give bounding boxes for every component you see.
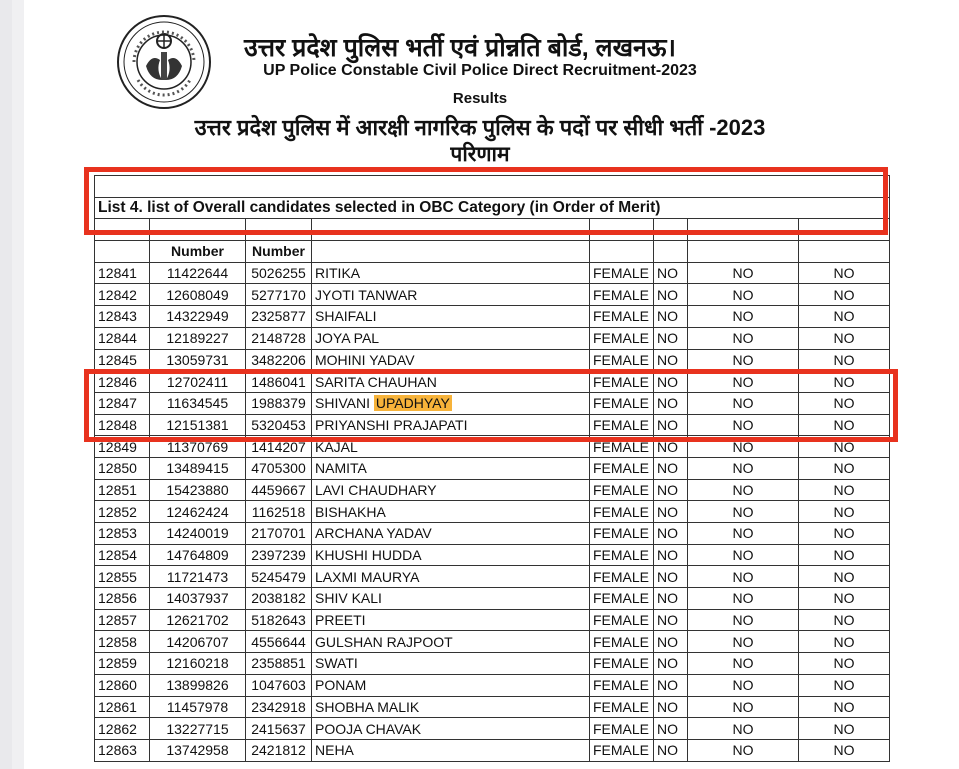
up-police-board-seal [116,14,212,110]
roll-number-cell: 2421812 [246,739,312,761]
hg-cell: NO [799,414,890,436]
gender-cell: FEMALE [590,501,654,523]
roll-number-cell: 1988379 [246,392,312,414]
table-row [95,588,890,610]
gender-cell: FEMALE [590,284,654,306]
table-row [95,739,890,761]
reg-number-cell: 15423880 [150,479,246,501]
hg-cell: NO [799,544,890,566]
ex-cell: NO [688,696,799,718]
roll-number-cell: 1414207 [246,436,312,458]
ex-cell: NO [688,523,799,545]
ff-cell: NO [654,436,688,458]
serial-cell: 12852 [95,501,150,523]
ex-cell: NO [688,609,799,631]
table-row [95,566,890,588]
gender-cell: FEMALE [590,262,654,284]
serial-cell: 12862 [95,718,150,740]
roll-number-cell: 2325877 [246,306,312,328]
table-row [95,696,890,718]
col-header-reg-number: Number [150,241,246,263]
serial-cell: 12858 [95,631,150,653]
name-cell: PRIYANSHI PRAJAPATI [312,414,590,436]
roll-number-cell: 2038182 [246,588,312,610]
table-row [95,674,890,696]
serial-cell: 12848 [95,414,150,436]
ff-cell: NO [654,306,688,328]
gender-cell: FEMALE [590,566,654,588]
hg-cell: NO [799,696,890,718]
serial-cell: 12856 [95,588,150,610]
gender-cell: FEMALE [590,523,654,545]
list-title: List 4. list of Overall candidates selected in OBC Category (in Order of Merit) [95,197,890,219]
name-cell: KAJAL [312,436,590,458]
hg-cell: NO [799,566,890,588]
ff-cell: NO [654,544,688,566]
roll-number-cell: 4556644 [246,631,312,653]
hg-cell: NO [799,653,890,675]
hg-cell: NO [799,262,890,284]
table-row [95,479,890,501]
reg-number-cell: 12189227 [150,327,246,349]
ff-cell: NO [654,349,688,371]
ff-cell: NO [654,371,688,393]
hg-cell: NO [799,631,890,653]
gender-cell: FEMALE [590,588,654,610]
table-row [95,631,890,653]
viewer-left-margin [0,0,12,769]
serial-cell: 12842 [95,284,150,306]
name-cell: SARITA CHAUHAN [312,371,590,393]
roll-number-cell: 3482206 [246,349,312,371]
name-cell: LAXMI MAURYA [312,566,590,588]
name-cell: JYOTI TANWAR [312,284,590,306]
serial-cell: 12855 [95,566,150,588]
roll-number-cell: 1162518 [246,501,312,523]
ff-cell: NO [654,609,688,631]
hg-cell: NO [799,501,890,523]
ex-cell: NO [688,414,799,436]
hg-cell: NO [799,609,890,631]
serial-cell: 12854 [95,544,150,566]
name-cell: SHIV KALI [312,588,590,610]
roll-number-cell: 5026255 [246,262,312,284]
col-header-name [312,241,590,263]
reg-number-cell: 14764809 [150,544,246,566]
ex-cell: NO [688,436,799,458]
table-row [95,284,890,306]
table-row [95,653,890,675]
ex-cell: NO [688,262,799,284]
gender-cell: FEMALE [590,696,654,718]
recruitment-title-english: UP Police Constable Civil Police Direct Recruitment-2023 [263,62,697,79]
ex-cell: NO [688,718,799,740]
reg-number-cell: 14322949 [150,306,246,328]
ff-cell: NO [654,588,688,610]
name-cell: POOJA CHAVAK [312,718,590,740]
reg-number-cell: 12608049 [150,284,246,306]
hg-cell: NO [799,306,890,328]
gender-cell: FEMALE [590,436,654,458]
name-cell: BISHAKHA [312,501,590,523]
ff-cell: NO [654,696,688,718]
ff-cell: NO [654,392,688,414]
col-header-ff [654,241,688,263]
roll-number-cell: 2397239 [246,544,312,566]
roll-number-cell: 5277170 [246,284,312,306]
serial-cell: 12859 [95,653,150,675]
ex-cell: NO [688,674,799,696]
reg-number-cell: 12702411 [150,371,246,393]
col-header-gender [590,241,654,263]
ex-cell: NO [688,371,799,393]
roll-number-cell: 4459667 [246,479,312,501]
reg-number-cell: 13227715 [150,718,246,740]
reg-number-cell: 13899826 [150,674,246,696]
col-header-ex [688,241,799,263]
name-cell: SHAIFALI [312,306,590,328]
hg-cell: NO [799,371,890,393]
hg-cell: NO [799,392,890,414]
name-cell: JOYA PAL [312,327,590,349]
reg-number-cell: 14037937 [150,588,246,610]
serial-cell: 12853 [95,523,150,545]
table-row [95,609,890,631]
table-row [95,523,890,545]
ex-cell: NO [688,566,799,588]
hg-cell: NO [799,739,890,761]
name-cell: SWATI [312,653,590,675]
serial-cell: 12850 [95,457,150,479]
reg-number-cell: 13489415 [150,457,246,479]
gender-cell: FEMALE [590,414,654,436]
ff-cell: NO [654,739,688,761]
name-cell: NEHA [312,739,590,761]
red-annotation-box-list-title [84,167,888,235]
roll-number-cell: 4705300 [246,457,312,479]
gender-cell: FEMALE [590,457,654,479]
hg-cell: NO [799,327,890,349]
results-label-english: Results [452,90,508,107]
name-cell: ARCHANA YADAV [312,523,590,545]
hg-cell: NO [799,674,890,696]
table-row [95,501,890,523]
hg-cell: NO [799,436,890,458]
ex-cell: NO [688,284,799,306]
hg-cell: NO [799,284,890,306]
roll-number-cell: 1047603 [246,674,312,696]
gender-cell: FEMALE [590,392,654,414]
ff-cell: NO [654,523,688,545]
name-cell: GULSHAN RAJPOOT [312,631,590,653]
name-cell: RITIKA [312,262,590,284]
board-name-hindi: उत्तर प्रदेश पुलिस भर्ती एवं प्रोन्नति बोर्ड, लखनऊ। [244,34,676,62]
name-cell: NAMITA [312,457,590,479]
ex-cell: NO [688,349,799,371]
ex-cell: NO [688,653,799,675]
ex-cell: NO [688,479,799,501]
roll-number-cell: 2358851 [246,653,312,675]
serial-cell: 12841 [95,262,150,284]
red-annotation-box-rows [84,369,898,442]
ex-cell: NO [688,306,799,328]
roll-number-cell: 2170701 [246,523,312,545]
name-cell: MOHINI YADAV [312,349,590,371]
roll-number-cell: 1486041 [246,371,312,393]
roll-number-cell: 5182643 [246,609,312,631]
reg-number-cell: 12462424 [150,501,246,523]
serial-cell: 12857 [95,609,150,631]
ex-cell: NO [688,544,799,566]
gender-cell: FEMALE [590,544,654,566]
hg-cell: NO [799,479,890,501]
name-cell: SHIVANI UPADHYAY [312,392,590,414]
hg-cell: NO [799,349,890,371]
ff-cell: NO [654,457,688,479]
reg-number-cell: 11370769 [150,436,246,458]
ex-cell: NO [688,327,799,349]
col-header-roll-number: Number [246,241,312,263]
col-header-serial [95,241,150,263]
ex-cell: NO [688,588,799,610]
column-header-row [95,241,890,263]
ff-cell: NO [654,631,688,653]
table-row [95,262,890,284]
name-cell: KHUSHI HUDDA [312,544,590,566]
reg-number-cell: 13742958 [150,739,246,761]
table-row [95,327,890,349]
reg-number-cell: 11634545 [150,392,246,414]
roll-number-cell: 2148728 [246,327,312,349]
ff-cell: NO [654,501,688,523]
ex-cell: NO [688,392,799,414]
ex-cell: NO [688,457,799,479]
gender-cell: FEMALE [590,609,654,631]
serial-cell: 12845 [95,349,150,371]
hg-cell: NO [799,718,890,740]
ff-cell: NO [654,327,688,349]
gender-cell: FEMALE [590,739,654,761]
ex-cell: NO [688,501,799,523]
results-label-hindi: परिणाम [450,143,510,166]
results-table [94,175,890,762]
gender-cell: FEMALE [590,327,654,349]
roll-number-cell: 5245479 [246,566,312,588]
recruitment-title-hindi: उत्तर प्रदेश पुलिस में आरक्षी नागरिक पुलिस के पदों पर सीधी भर्ती -2023 [194,115,766,140]
serial-cell: 12847 [95,392,150,414]
name-cell: PONAM [312,674,590,696]
reg-number-cell: 12160218 [150,653,246,675]
gender-cell: FEMALE [590,371,654,393]
ff-cell: NO [654,718,688,740]
ff-cell: NO [654,284,688,306]
name-cell: LAVI CHAUDHARY [312,479,590,501]
serial-cell: 12863 [95,739,150,761]
gender-cell: FEMALE [590,674,654,696]
roll-number-cell: 5320453 [246,414,312,436]
gender-cell: FEMALE [590,653,654,675]
table-row [95,544,890,566]
highlighted-surname: UPADHYAY [375,395,450,412]
table-row [95,306,890,328]
serial-cell: 12849 [95,436,150,458]
reg-number-cell: 13059731 [150,349,246,371]
ff-cell: NO [654,674,688,696]
gender-cell: FEMALE [590,631,654,653]
reg-number-cell: 14240019 [150,523,246,545]
table-row [95,349,890,371]
table-row [95,718,890,740]
serial-cell: 12843 [95,306,150,328]
serial-cell: 12860 [95,674,150,696]
ff-cell: NO [654,262,688,284]
serial-cell: 12844 [95,327,150,349]
col-header-hg [799,241,890,263]
table-row [95,457,890,479]
ff-cell: NO [654,479,688,501]
reg-number-cell: 11457978 [150,696,246,718]
reg-number-cell: 11422644 [150,262,246,284]
hg-cell: NO [799,523,890,545]
gender-cell: FEMALE [590,718,654,740]
reg-number-cell: 12621702 [150,609,246,631]
reg-number-cell: 11721473 [150,566,246,588]
roll-number-cell: 2342918 [246,696,312,718]
gender-cell: FEMALE [590,306,654,328]
ff-cell: NO [654,566,688,588]
ex-cell: NO [688,631,799,653]
ex-cell: NO [688,739,799,761]
reg-number-cell: 14206707 [150,631,246,653]
roll-number-cell: 2415637 [246,718,312,740]
name-cell: PREETI [312,609,590,631]
serial-cell: 12846 [95,371,150,393]
gender-cell: FEMALE [590,479,654,501]
hg-cell: NO [799,588,890,610]
reg-number-cell: 12151381 [150,414,246,436]
ff-cell: NO [654,414,688,436]
hg-cell: NO [799,457,890,479]
name-cell: SHOBHA MALIK [312,696,590,718]
serial-cell: 12861 [95,696,150,718]
gender-cell: FEMALE [590,349,654,371]
serial-cell: 12851 [95,479,150,501]
ff-cell: NO [654,653,688,675]
